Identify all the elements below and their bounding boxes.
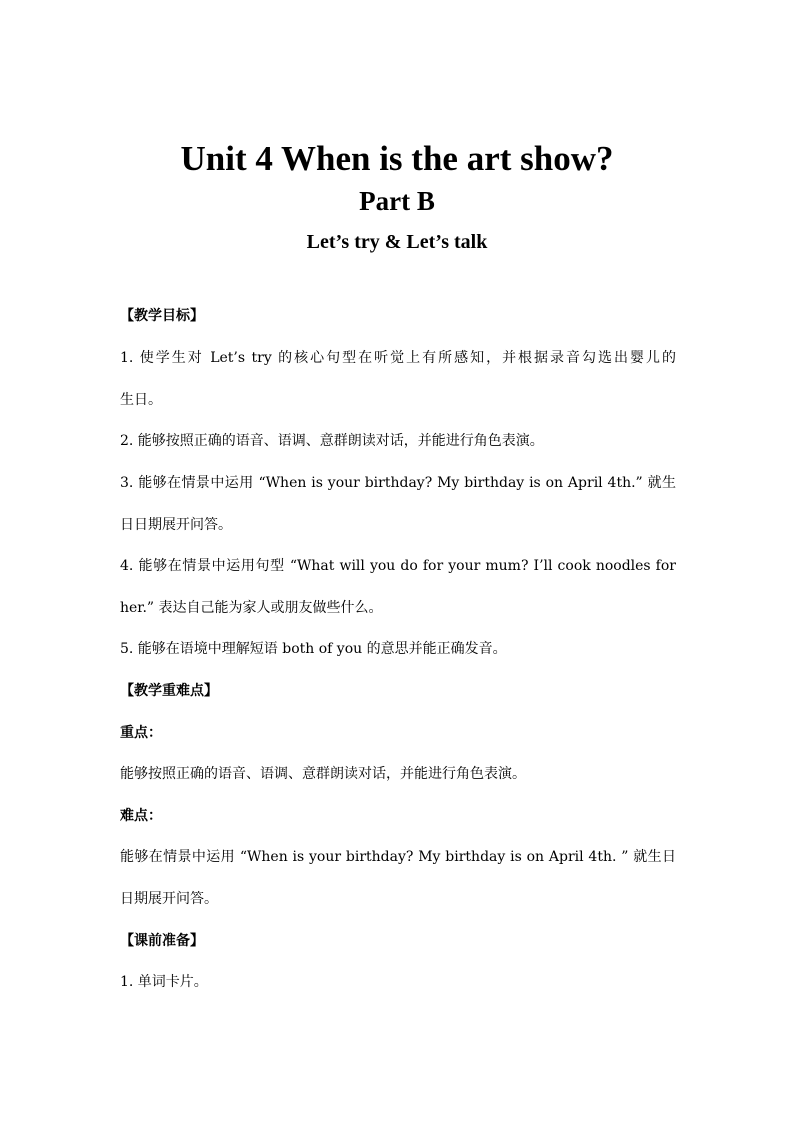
objective-1-line-2: 生日。 [120,392,162,408]
part-title: Part B [359,186,435,216]
difficult-point-line-1: 能够在情景中运用 “When is your birthday? My birthday is on April 4th. ” 就生日 [120,849,676,865]
key-point-text: 能够按照正确的语音、语调、意群朗读对话，并能进行角色表演。 [120,766,526,782]
objective-3-line-2: 日日期展开问答。 [120,517,232,533]
page-title: Unit 4 When is the art show? [180,139,614,178]
objective-4-line-2: her.” 表达自己能为家人或朋友做些什么。 [120,600,383,616]
objective-4-line-1: 4. 能够在情景中运用句型 “What will you do for your mum? I’ll cook noodles for [120,558,676,574]
difficult-point-line-2: 日期展开问答。 [120,891,218,907]
difficulty-heading: 【教学重难点】 [120,683,218,699]
objective-5: 5. 能够在语境中理解短语 both of you 的意思并能正确发音。 [120,641,507,657]
objective-2: 2. 能够按照正确的语音、语调、意群朗读对话，并能进行角色表演。 [120,433,544,449]
preparation-heading: 【课前准备】 [120,933,204,949]
objectives-heading: 【教学目标】 [120,308,204,324]
objective-3-line-1: 3. 能够在情景中运用 “When is your birthday? My birthday is on April 4th.” 就生 [120,475,676,491]
key-point-label: 重点： [120,725,162,741]
objective-1-line-1: 1. 使学生对 Let’s try 的核心句型在听觉上有所感知，并根据录音勾选出婴儿的 [120,350,676,366]
difficult-point-label: 难点： [120,808,162,824]
preparation-item-1: 1. 单词卡片。 [120,974,208,990]
lesson-subtitle: Let’s try & Let’s talk [306,231,488,253]
